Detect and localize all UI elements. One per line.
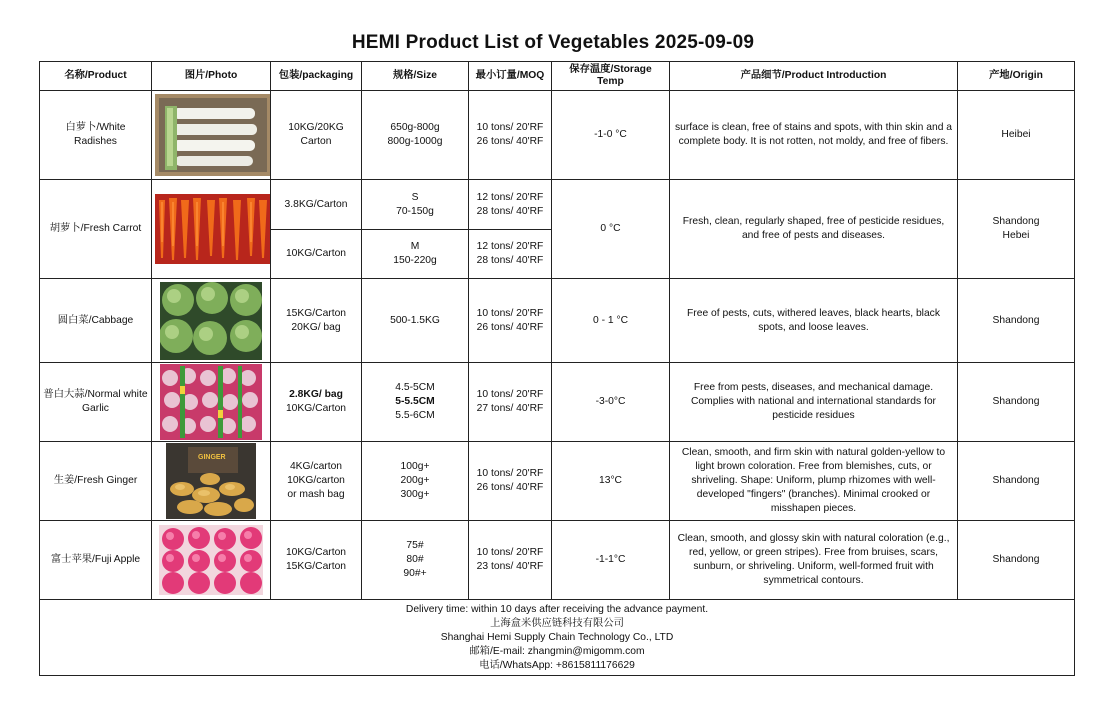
header-packaging: 包装/packaging xyxy=(271,62,362,91)
cabbage-photo xyxy=(160,282,262,360)
storage-temp: -1-1°C xyxy=(552,521,670,600)
moq: 12 tons/ 20'RF 28 tons/ 40'RF xyxy=(469,180,552,230)
size: S 70-150g xyxy=(362,180,469,230)
size: 75# 80# 90#+ xyxy=(362,521,469,600)
page-title: HEMI Product List of Vegetables 2025-09-09 xyxy=(351,32,755,53)
product-introduction: Clean, smooth, and firm skin with natural golden-yellow to light brown coloration. Free from blemishes, cuts, or shriveling. Shape: Uniform, plump rhizomes with well-developed "fingers" (branches). Minimal crooked or misshapen pieces. xyxy=(670,442,958,521)
packaging-secondary: 10KG/Carton xyxy=(285,403,347,414)
storage-temp: -1-0 °C xyxy=(552,91,670,180)
product-introduction: surface is clean, free of stains and spots, with thin skin and a complete body. It is not rotten, not moldy, and free of fibers. xyxy=(670,91,958,180)
moq: 12 tons/ 20'RF 28 tons/ 40'RF xyxy=(469,230,552,279)
origin: Heibei xyxy=(958,91,1075,180)
phone: 电话/WhatsApp: +8615811176629 xyxy=(479,659,635,671)
garlic-photo xyxy=(160,364,262,440)
product-introduction: Fresh, clean, regularly shaped, free of pesticide residues, and free of pests and diseases. xyxy=(670,180,958,279)
table-row xyxy=(40,91,1075,180)
contact-info xyxy=(40,600,1075,676)
header-size: 规格/Size xyxy=(362,62,469,91)
company-name-cn: 上海盒米供应链科技有限公司 xyxy=(490,617,624,629)
white-radish-photo xyxy=(155,94,271,176)
ginger-photo xyxy=(166,443,256,519)
product-name: 普白大蒜/Normal white Garlic xyxy=(40,363,152,442)
carrot-photo xyxy=(155,194,271,264)
packaging: 10KG/Carton 15KG/Carton xyxy=(271,521,362,600)
header-moq: 最小订量/MOQ xyxy=(469,62,552,91)
product-name: 白萝卜/White Radishes xyxy=(40,91,152,180)
storage-temp: 13°C xyxy=(552,442,670,521)
product-introduction: Free of pests, cuts, withered leaves, black hearts, black spots, and loose leaves. xyxy=(670,279,958,363)
table-row xyxy=(40,180,1075,230)
product-name: 胡萝卜/Fresh Carrot xyxy=(40,180,152,279)
origin: Shandong xyxy=(958,521,1075,600)
header-photo: 图片/Photo xyxy=(152,62,271,91)
header-product-introduction: 产品细节/Product Introduction xyxy=(670,62,958,91)
size xyxy=(362,363,469,442)
table-row xyxy=(40,363,1075,442)
footer-row xyxy=(40,600,1075,676)
size: M 150-220g xyxy=(362,230,469,279)
origin: Shandong xyxy=(958,363,1075,442)
packaging: 4KG/carton 10KG/carton or mash bag xyxy=(271,442,362,521)
size-line: 4.5-5CM xyxy=(395,382,435,393)
header-storage-temp: 保存温度/Storage Temp xyxy=(552,62,670,91)
storage-temp: 0 - 1 °C xyxy=(552,279,670,363)
moq: 10 tons/ 20'RF 27 tons/ 40'RF xyxy=(469,363,552,442)
apple-photo xyxy=(159,525,263,595)
table-row xyxy=(40,442,1075,521)
size: 650g-800g 800g-1000g xyxy=(362,91,469,180)
size-line: 5.5-6CM xyxy=(395,410,435,421)
moq: 10 tons/ 20'RF 26 tons/ 40'RF xyxy=(469,91,552,180)
product-name: 富士苹果/Fuji Apple xyxy=(40,521,152,600)
delivery-time: Delivery time: within 10 days after receiving the advance payment. xyxy=(405,603,709,615)
product-name: 圆白菜/Cabbage xyxy=(40,279,152,363)
origin: Shandong xyxy=(958,442,1075,521)
packaging: 10KG/20KG Carton xyxy=(271,91,362,180)
size: 500-1.5KG xyxy=(362,279,469,363)
storage-temp: -3-0°C xyxy=(552,363,670,442)
ginger-box-label: GINGER xyxy=(198,454,226,461)
table-row xyxy=(40,279,1075,363)
packaging: 15KG/Carton 20KG/ bag xyxy=(271,279,362,363)
size: 100g+ 200g+ 300g+ xyxy=(362,442,469,521)
header-origin: 产地/Origin xyxy=(958,62,1075,91)
company-name-en: Shanghai Hemi Supply Chain Technology Co., LTD xyxy=(440,631,674,643)
email: 邮箱/E-mail: zhangmin@migomm.com xyxy=(469,645,645,657)
storage-temp: 0 °C xyxy=(552,180,670,279)
packaging: 3.8KG/Carton xyxy=(271,180,362,230)
moq: 10 tons/ 20'RF 23 tons/ 40'RF xyxy=(469,521,552,600)
packaging-bold: 2.8KG/ bag xyxy=(289,389,343,400)
packaging xyxy=(271,363,362,442)
product-introduction: Free from pests, diseases, and mechanical damage. Complies with national and international standards for pesticide residues xyxy=(670,363,958,442)
header-product: 名称/Product xyxy=(40,62,152,91)
moq: 10 tons/ 20'RF 26 tons/ 40'RF xyxy=(469,442,552,521)
size-line-highlight: 5-5.5CM xyxy=(395,396,435,407)
product-name: 生姜/Fresh Ginger xyxy=(40,442,152,521)
product-table xyxy=(39,61,1075,676)
origin: Shandong Hebei xyxy=(958,180,1075,279)
product-introduction: Clean, smooth, and glossy skin with natural coloration (e.g., red, yellow, or green stripes). Free from bruises, scars, sunburn, or shriveling. Uniform, well-formed fruit with symmetrical contours. xyxy=(670,521,958,600)
origin: Shandong xyxy=(958,279,1075,363)
moq: 10 tons/ 20'RF 26 tons/ 40'RF xyxy=(469,279,552,363)
header-row xyxy=(40,62,1075,91)
packaging: 10KG/Carton xyxy=(271,230,362,279)
table-row xyxy=(40,521,1075,600)
